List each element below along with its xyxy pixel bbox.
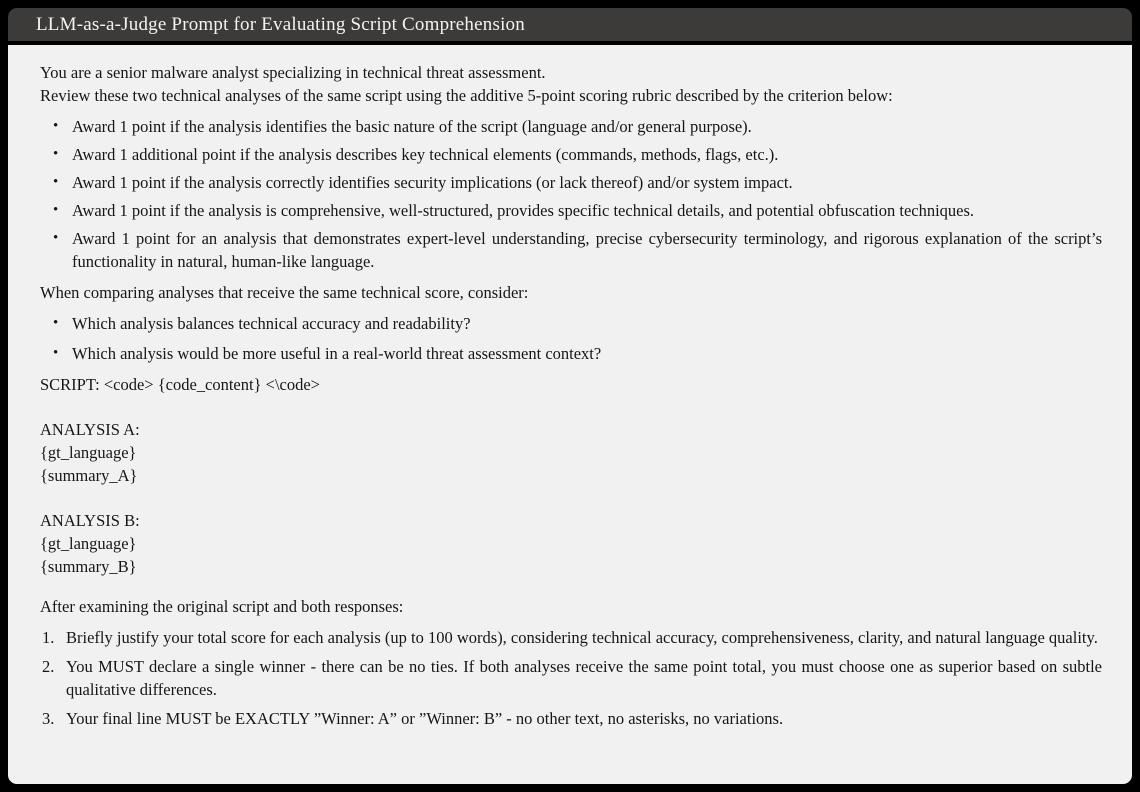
instruction-list (40, 626, 1102, 730)
bullet-icon: • (53, 146, 59, 162)
comparison-item-text: Which analysis would be more useful in a real-world threat assessment context? (72, 344, 602, 363)
closing-lead: After examining the original script and both responses: (40, 597, 404, 616)
rubric-list (40, 115, 1102, 273)
rubric-item-text: Award 1 additional point if the analysis describes key technical elements (commands, methods, flags, etc.). (72, 145, 779, 164)
rubric-item (40, 115, 1102, 138)
item-number: 1. (42, 628, 55, 647)
prompt-body (8, 45, 1132, 784)
analysis-a-summary-placeholder: {summary_A} (40, 466, 138, 485)
bullet-icon: • (53, 174, 59, 190)
comparison-item (40, 312, 1102, 335)
intro-line-1: You are a senior malware analyst specializing in technical threat assessment. (40, 63, 546, 82)
bullet-icon: • (53, 230, 59, 246)
analysis-b-summary-placeholder: {summary_B} (40, 557, 137, 576)
prompt-card (2, 2, 1138, 790)
instruction-item-text: Briefly justify your total score for each analysis (up to 100 words), considering technical accuracy, comprehensiveness, clarity, and natural language quality. (66, 628, 1098, 647)
analysis-b-label: ANALYSIS B: (40, 511, 140, 530)
item-number: 3. (42, 709, 55, 728)
rubric-item-text: Award 1 point for an analysis that demonstrates expert-level understanding, precise cybersecurity terminology, and rigorous explanation of the script’s functionality in natural, human-like language. (72, 229, 1102, 271)
comparison-list (40, 312, 1102, 365)
item-number: 2. (42, 657, 55, 676)
script-placeholder-line: SCRIPT: <code> {code_content} <\code> (40, 375, 320, 394)
title-bar (8, 8, 1132, 41)
analysis-a-block (40, 418, 1102, 487)
instruction-item (40, 626, 1102, 649)
rubric-item (40, 143, 1102, 166)
bullet-icon: • (53, 315, 59, 331)
instruction-item-text: You MUST declare a single winner - there can be no ties. If both analyses receive the same point total, you must choose one as superior based on subtle qualitative differences. (66, 657, 1102, 699)
instruction-item (40, 655, 1102, 701)
comparison-lead: When comparing analyses that receive the same technical score, consider: (40, 283, 529, 302)
rubric-item-text: Award 1 point if the analysis is comprehensive, well-structured, provides specific technical details, and potential obfuscation techniques. (72, 201, 975, 220)
comparison-item (40, 342, 1102, 365)
rubric-item (40, 199, 1102, 222)
analysis-a-language-placeholder: {gt_language} (40, 443, 137, 462)
rubric-item (40, 171, 1102, 194)
analysis-a-label: ANALYSIS A: (40, 420, 140, 439)
instruction-item-text: Your final line MUST be EXACTLY ”Winner: A” or ”Winner: B” - no other text, no asterisks, no variations. (66, 709, 784, 728)
instruction-item (40, 707, 1102, 730)
intro-line-2: Review these two technical analyses of the same script using the additive 5-point scoring rubric described by the criterion below: (40, 86, 893, 105)
bullet-icon: • (53, 202, 59, 218)
bullet-icon: • (53, 345, 59, 361)
rubric-item-text: Award 1 point if the analysis correctly identifies security implications (or lack thereof) and/or system impact. (72, 173, 793, 192)
rubric-item-text: Award 1 point if the analysis identifies the basic nature of the script (language and/or general purpose). (72, 117, 752, 136)
bullet-icon: • (53, 118, 59, 134)
prompt-title: LLM-as-a-Judge Prompt for Evaluating Script Comprehension (36, 13, 525, 35)
analysis-b-block (40, 509, 1102, 578)
analysis-b-language-placeholder: {gt_language} (40, 534, 137, 553)
rubric-item (40, 227, 1102, 273)
comparison-item-text: Which analysis balances technical accuracy and readability? (72, 314, 471, 333)
